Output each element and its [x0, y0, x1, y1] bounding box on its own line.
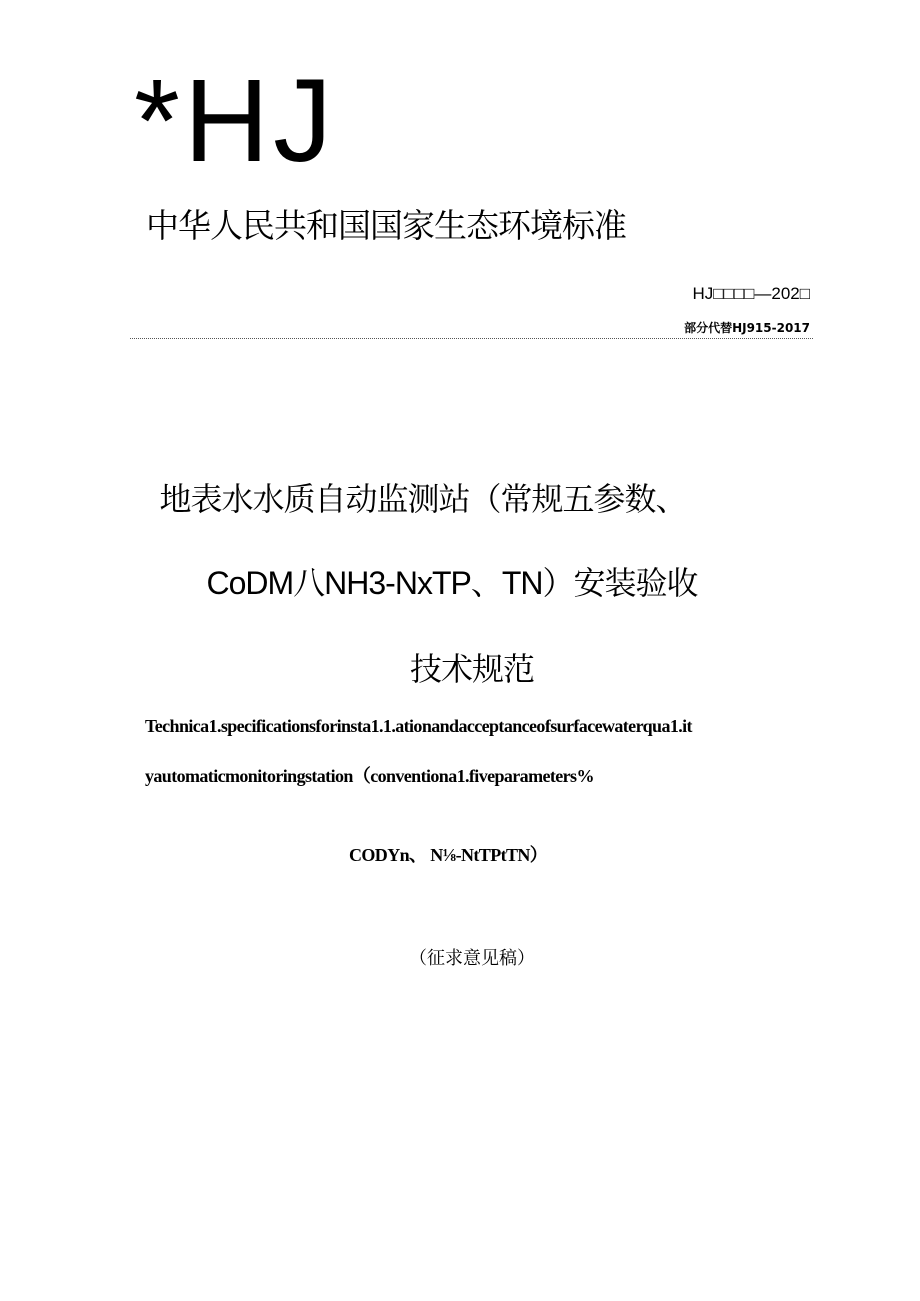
draft-status-label: （征求意见稿） — [409, 948, 535, 969]
english-title-line-3: CODYn、 N⅛-NtTPtTN） — [349, 845, 548, 865]
issuing-organization: 中华人民共和国国家生态环境标准 — [146, 206, 626, 245]
replaces-standard: 部分代替HJ915-2017 — [684, 321, 810, 335]
title-line-2: CoDM八NH3-NxTP、TN）安装验收 — [206, 565, 698, 601]
standard-number: HJ□□□□—202□ — [692, 284, 810, 303]
title-line-1: 地表水水质自动监测站（常规五参数、 — [159, 480, 687, 518]
hj-logo: *HJ — [134, 55, 337, 187]
english-title-line-2: yautomaticmonitoringstation（conventiona1.fiveparameters% — [145, 766, 594, 786]
header-divider — [130, 338, 813, 339]
english-title-line-1: Technica1.specificationsforinsta1.1.ationandacceptanceofsurfacewaterqua1.it — [145, 716, 692, 736]
title-line-3: 技术规范 — [409, 650, 534, 688]
